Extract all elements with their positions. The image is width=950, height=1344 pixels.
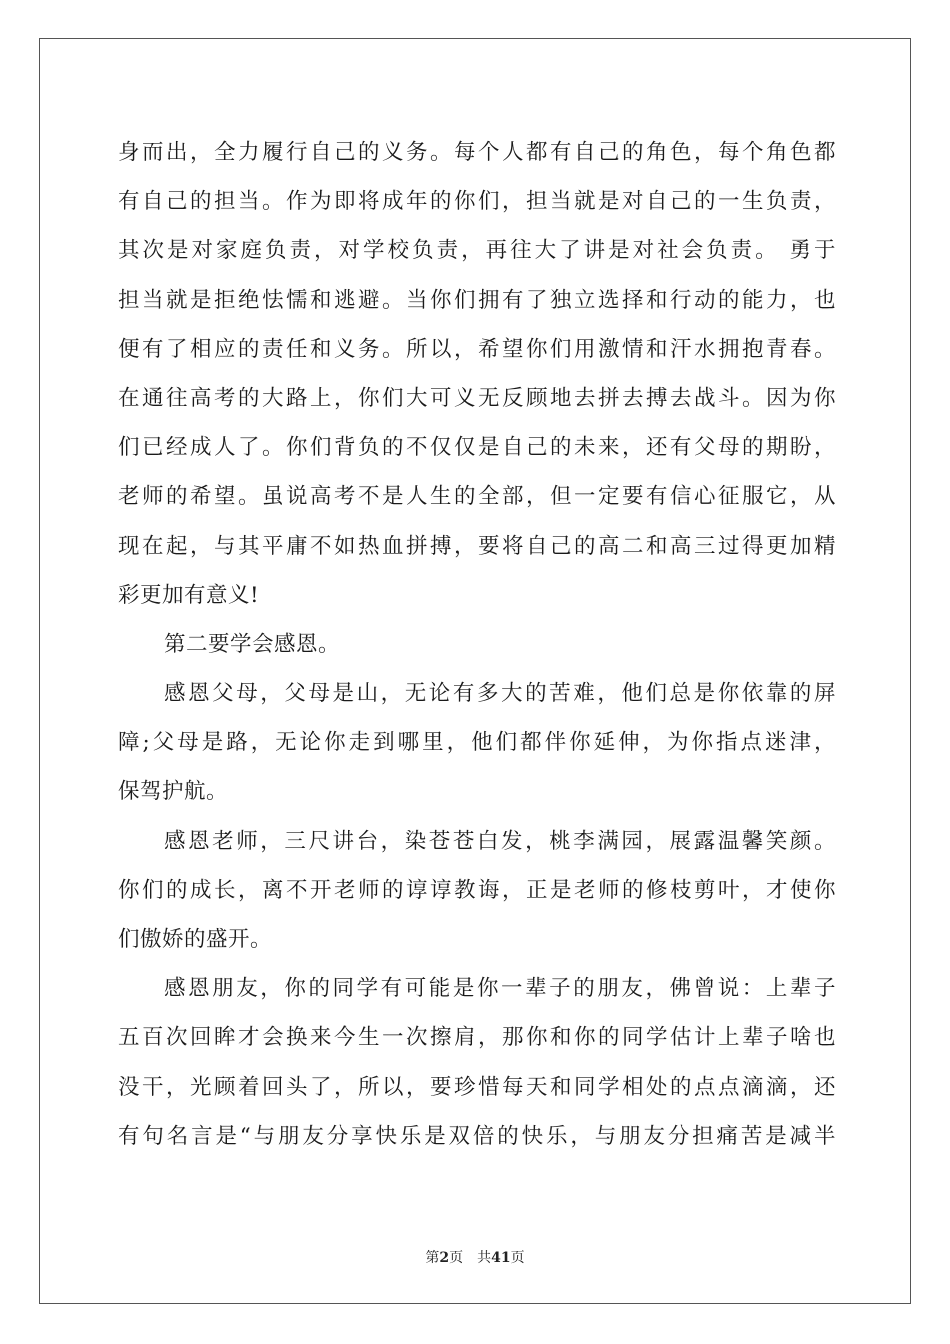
text-line: 老师的希望。虽说高考不是人生的全部，但一定要有信心征服它，从 xyxy=(118,484,836,510)
text-line: 五百次回眸才会换来今生一次擦肩，那你和你的同学估计上辈子啥也 xyxy=(118,1025,836,1051)
footer-total-pages: 41 xyxy=(491,1250,511,1266)
text-line: 第二要学会感恩。 xyxy=(164,631,341,657)
text-line: 有句名言是“与朋友分享快乐是双倍的快乐，与朋友分担痛苦是减半 xyxy=(118,1123,836,1149)
text-line: 在通往高考的大路上，你们大可义无反顾地去拼去搏去战斗。因为你 xyxy=(118,385,836,411)
text-line: 障;父母是路，无论你走到哪里，他们都伴你延伸，为你指点迷津， xyxy=(118,730,836,756)
text-line: 感恩老师，三尺讲台，染苍苍白发，桃李满园，展露温馨笑颜。 xyxy=(164,828,836,854)
text-line: 没干，光顾着回头了，所以，要珍惜每天和同学相处的点点滴滴，还 xyxy=(118,1074,836,1100)
text-line: 现在起，与其平庸不如热血拼搏，要将自己的高二和高三过得更加精 xyxy=(118,533,836,559)
text-line: 们傲娇的盛开。 xyxy=(118,927,273,952)
text-line: 有自己的担当。作为即将成年的你们，担当就是对自己的一生负责， xyxy=(118,189,836,215)
text-line: 感恩朋友，你的同学有可能是你一辈子的朋友，佛曾说：上辈子 xyxy=(164,976,836,1002)
text-line: 们已经成人了。你们背负的不仅仅是自己的未来，还有父母的期盼， xyxy=(118,435,836,461)
document-body xyxy=(118,128,836,1161)
text-line: 担当就是拒绝怯懦和逃避。当你们拥有了独立选择和行动的能力，也 xyxy=(118,287,836,313)
text-line: 其次是对家庭负责，对学校负责，再往大了讲是对社会负责。 勇于 xyxy=(118,238,836,264)
text-line: 身而出，全力履行自己的义务。每个人都有自己的角色，每个角色都 xyxy=(118,140,836,165)
footer-prefix: 第 xyxy=(425,1250,440,1266)
page-footer xyxy=(0,1247,950,1267)
text-line: 保驾护航。 xyxy=(118,779,229,805)
footer-suffix: 页 xyxy=(510,1250,525,1266)
footer-middle: 页 共 xyxy=(449,1250,492,1266)
text-line: 彩更加有意义! xyxy=(118,582,260,608)
text-line: 你们的成长，离不开老师的谆谆教诲，正是老师的修枝剪叶，才使你 xyxy=(118,877,836,903)
text-line: 便有了相应的责任和义务。所以，希望你们用激情和汗水拥抱青春。 xyxy=(118,336,836,362)
footer-page-number: 2 xyxy=(439,1250,450,1266)
text-line: 感恩父母，父母是山，无论有多大的苦难，他们总是你依靠的屏 xyxy=(164,681,836,707)
